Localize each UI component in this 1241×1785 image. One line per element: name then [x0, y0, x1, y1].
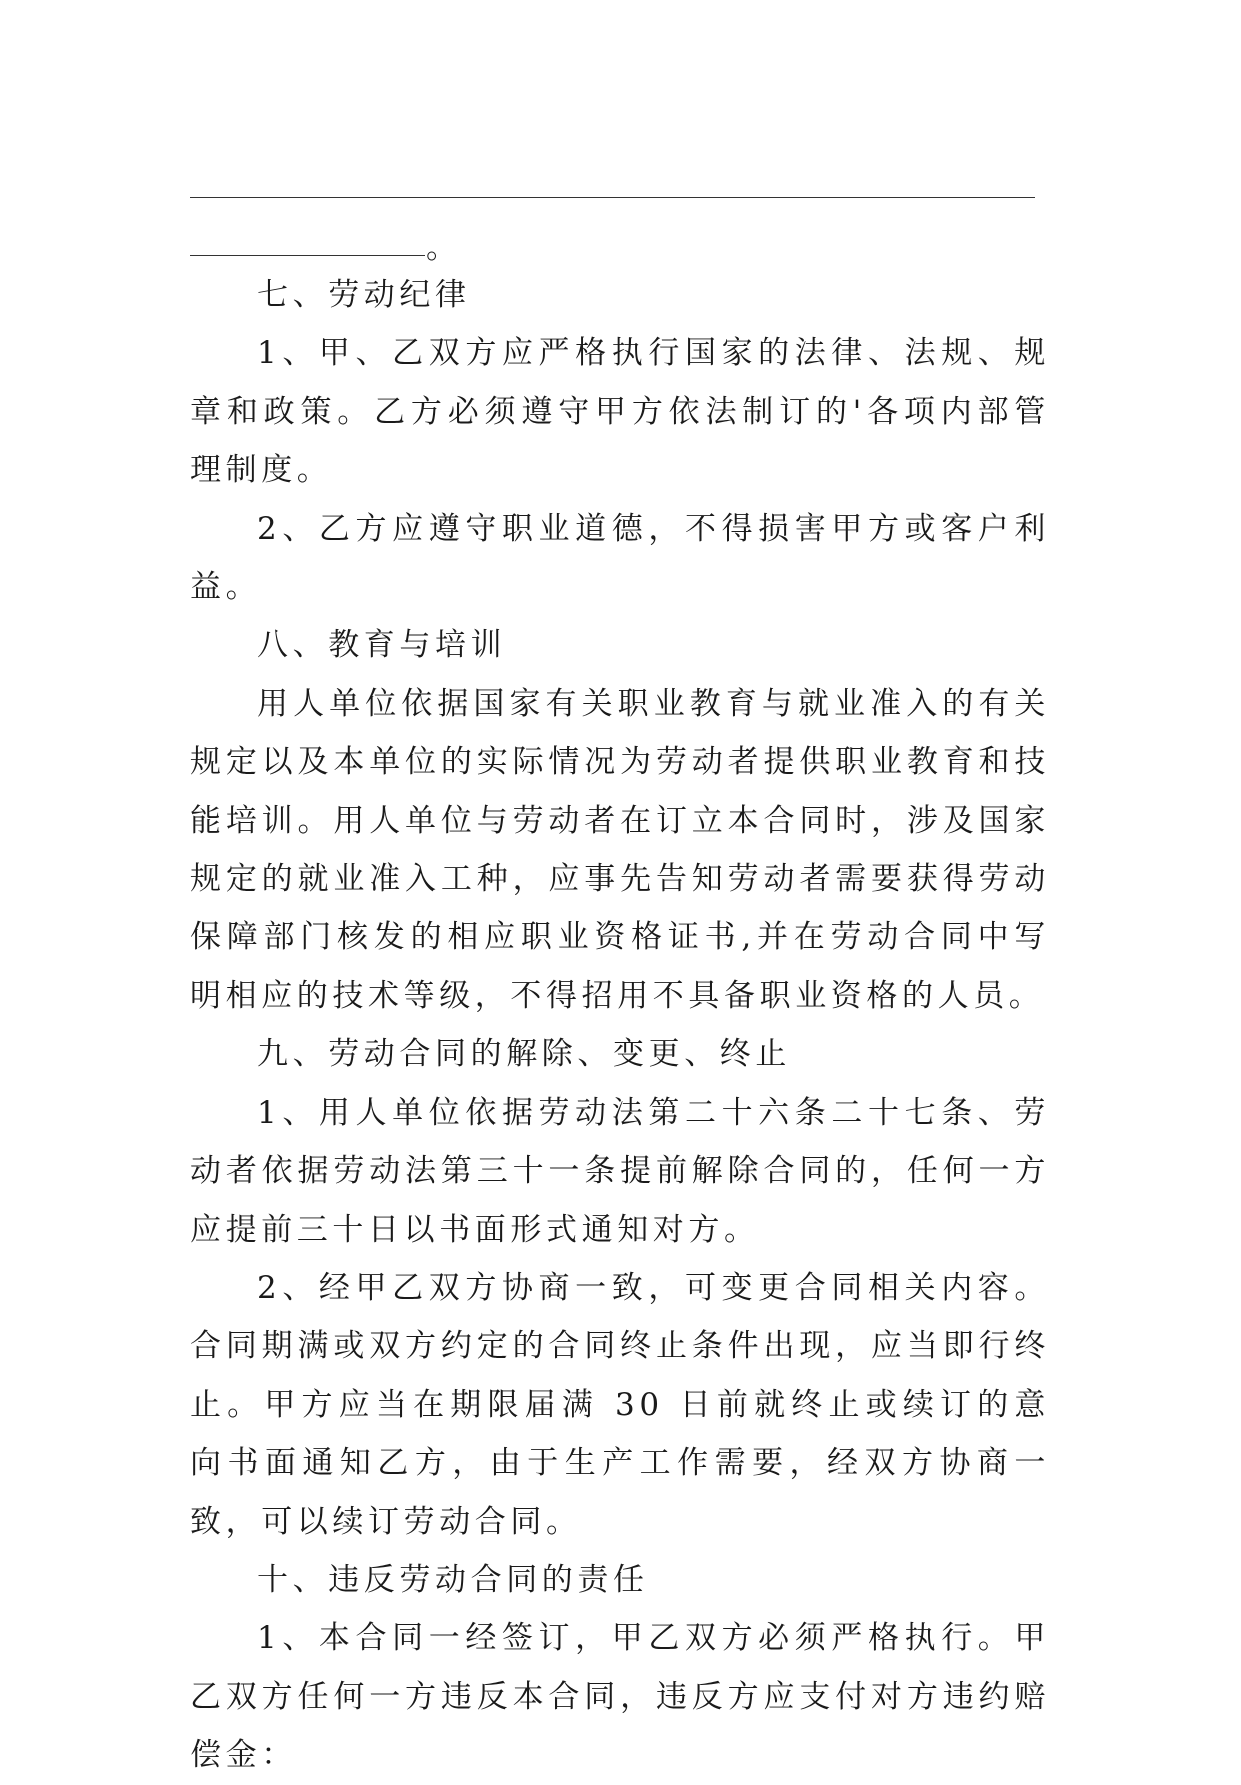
section-heading-termination: 九、劳动合同的解除、变更、终止 — [257, 1036, 791, 1073]
blank-fill-line-end — [190, 208, 1050, 266]
underline-rule — [190, 255, 425, 256]
clause-paragraph: 1、用人单位依据劳动法第二十六条二十七条、劳动者依据劳动法第三十一条提前解除合同的，任何一方应提前三十日以书面形式通知对方。 — [190, 1094, 1050, 1248]
clause-paragraph: 1、甲、乙双方应严格执行国家的法律、法规、规章和政策。乙方必须遵守甲方依法制订的'各项内部管理制度。 — [190, 335, 1050, 489]
document-page — [190, 150, 1050, 1785]
clause-paragraph: 1、本合同一经签订，甲乙双方必须严格执行。甲乙双方任何一方违反本合同，违反方应支付对方违约赔偿金： — [190, 1620, 1050, 1774]
underline-rule — [190, 197, 1035, 198]
clause-paragraph: 2、经甲乙双方协商一致，可变更合同相关内容。合同期满或双方约定的合同终止条件出现，应当即行终止。甲方应当在期限届满 30 日前就终止或续订的意向书面通知乙方，由于生产工作需要，经双方协商一致，可以续订劳动合同。 — [190, 1269, 1050, 1540]
clause-paragraph: 用人单位依据国家有关职业教育与就业准入的有关规定以及本单位的实际情况为劳动者提供职业教育和技能培训。用人单位与劳动者在订立本合同时，涉及国家规定的就业准入工种，应事先告知劳动者需要获得劳动保障部门核发的相应职业资格证书,并在劳动合同中写明相应的技术等级，不得招用不具备职业资格的人员。 — [190, 685, 1050, 1014]
trailing-period: 。 — [426, 230, 457, 266]
section-heading-liability: 十、违反劳动合同的责任 — [257, 1561, 649, 1598]
section-heading-labor-discipline: 七、劳动纪律 — [257, 277, 471, 313]
section-heading-education-training: 八、教育与培训 — [257, 627, 507, 664]
clause-paragraph: 2、乙方应遵守职业道德，不得损害甲方或客户利益。 — [190, 510, 1050, 606]
blank-fill-line — [190, 150, 1050, 208]
